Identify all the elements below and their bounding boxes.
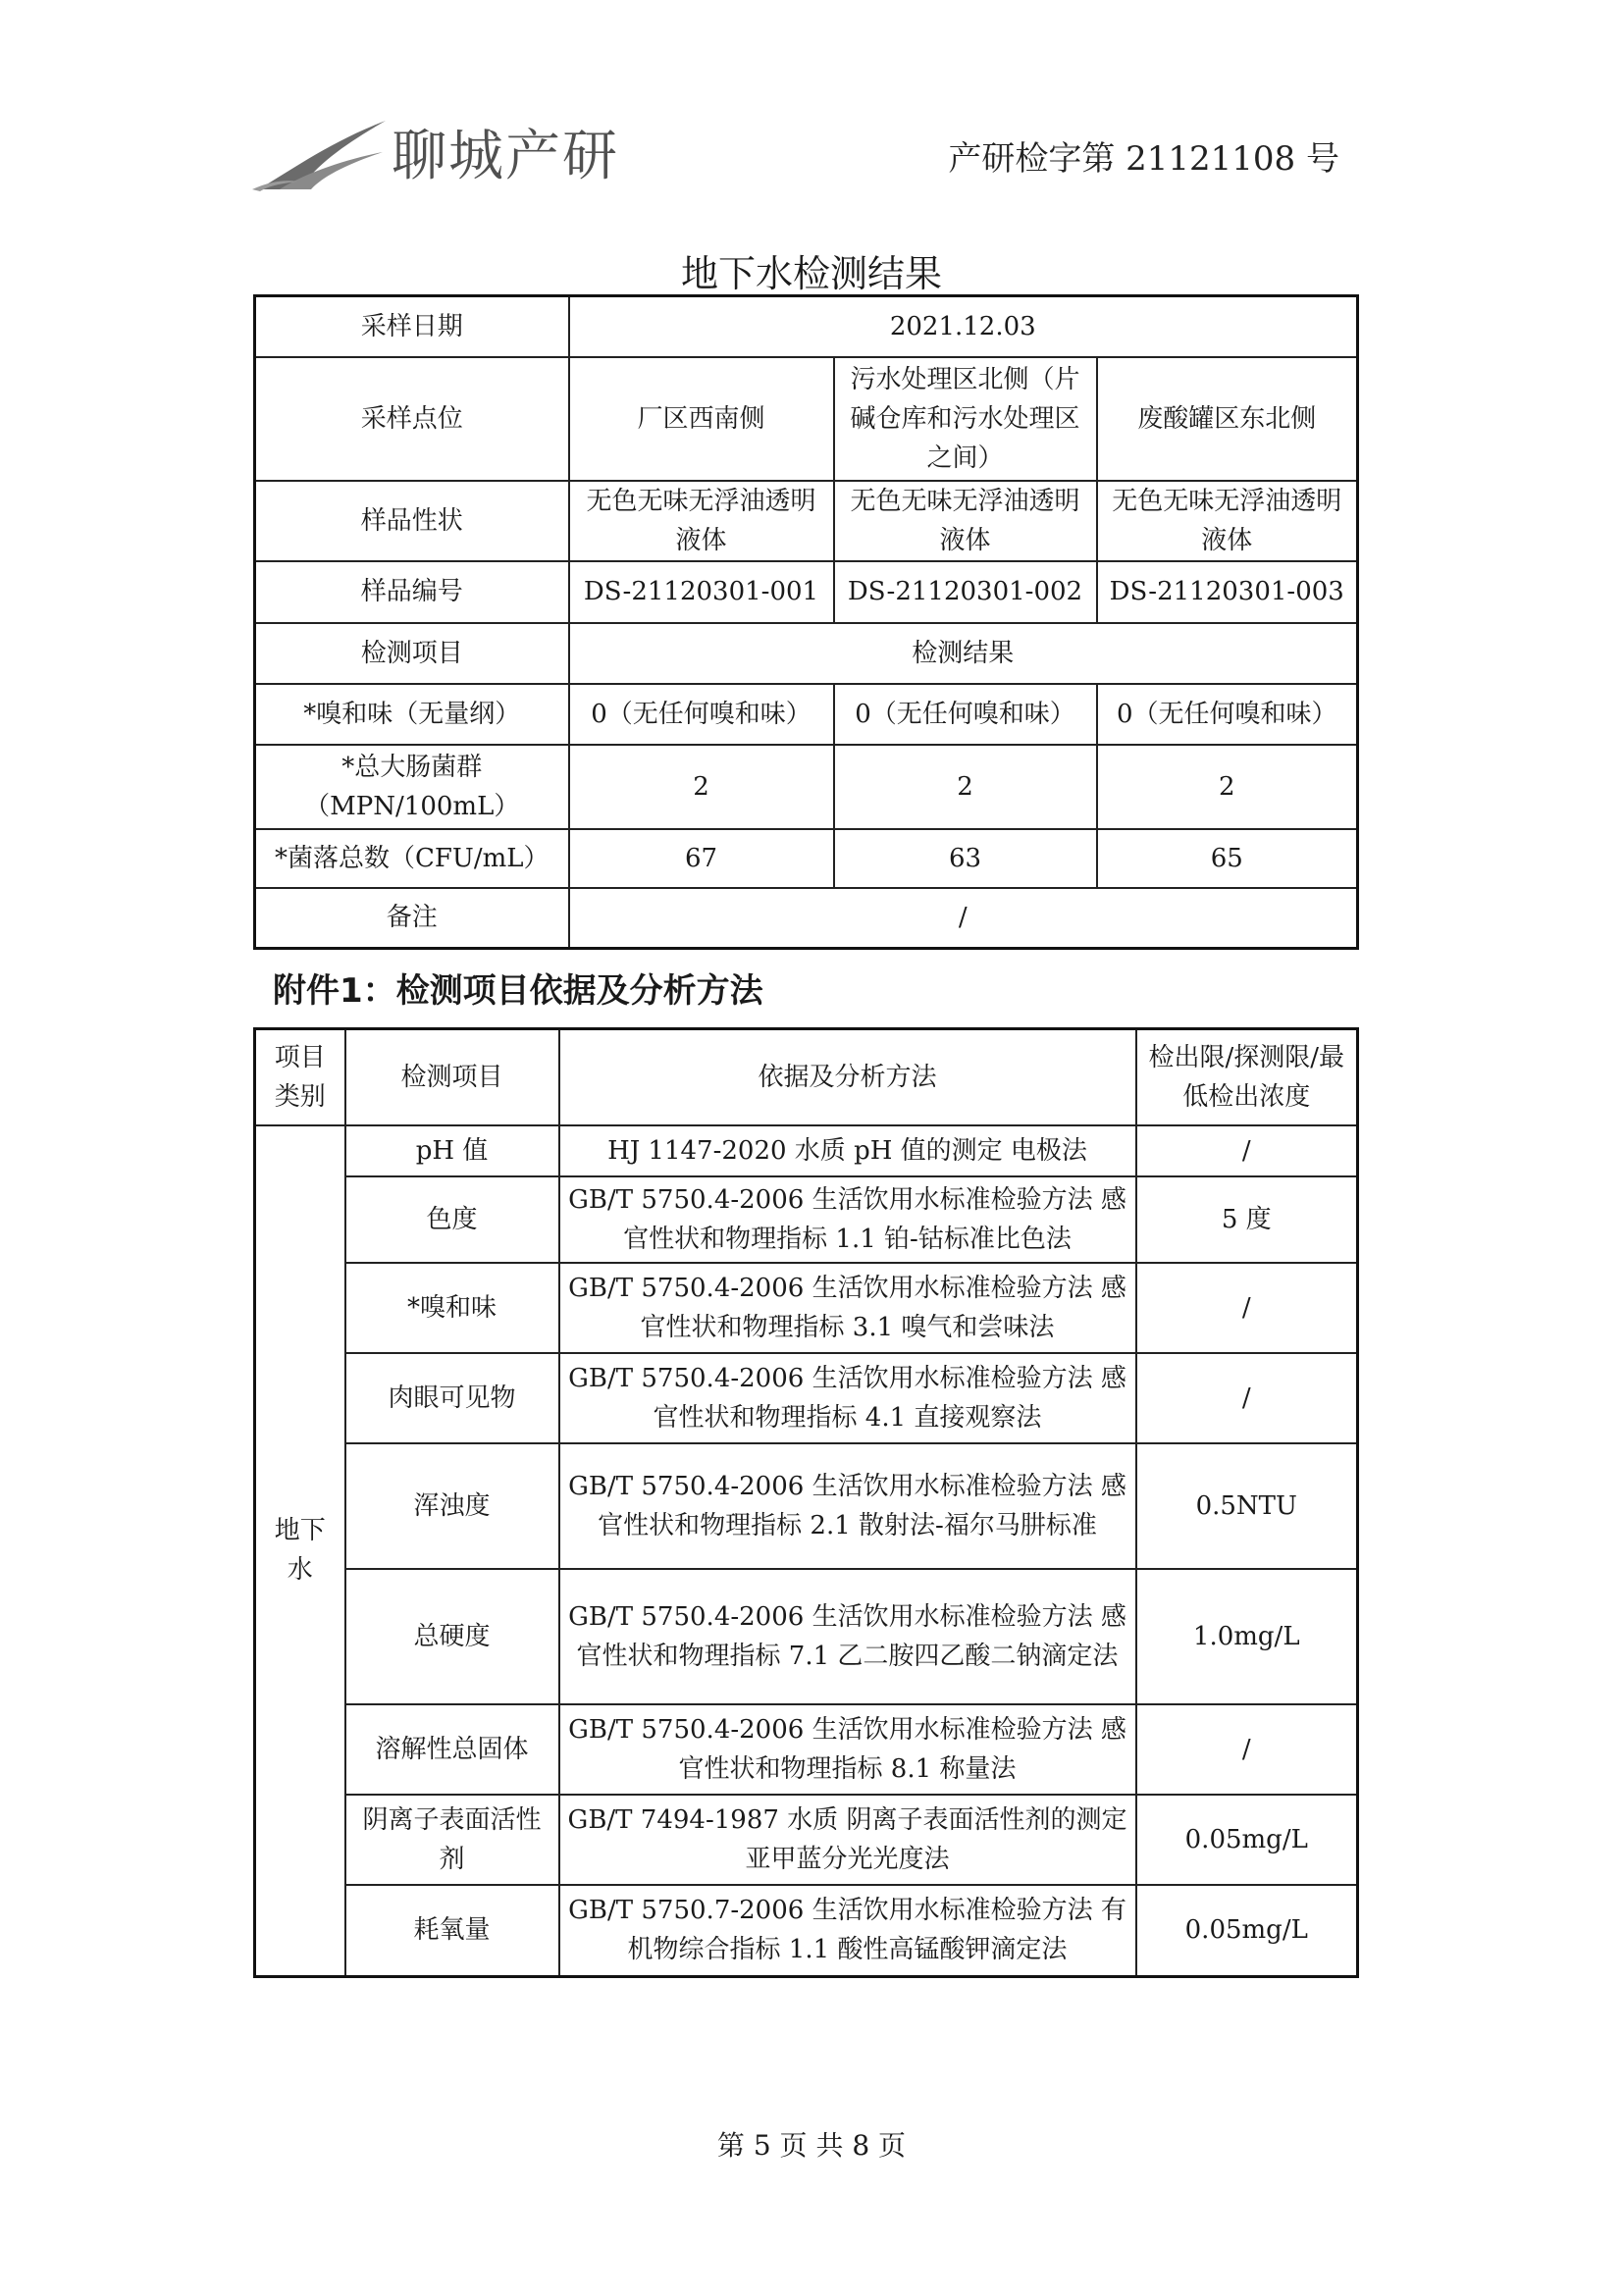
- method-cell: GB/T 5750.7-2006 生活饮用水标准检验方法 有机物综合指标 1.1 酸性高锰酸钾滴定法: [559, 1885, 1136, 1977]
- remark-label: 备注: [255, 888, 569, 949]
- value-cell: 2: [834, 745, 1097, 829]
- result-header: 检测结果: [569, 623, 1358, 684]
- results-table: [253, 294, 1359, 950]
- item-cell: 阴离子表面活性剂: [345, 1795, 559, 1885]
- sample-id-cell: DS-21120301-001: [569, 561, 834, 623]
- limit-cell: /: [1136, 1125, 1358, 1176]
- method-cell: GB/T 5750.4-2006 生活饮用水标准检验方法 感官性状和物理指标 4.1 直接观察法: [559, 1353, 1136, 1443]
- value-cell: 0（无任何嗅和味）: [834, 684, 1097, 745]
- table-row: [255, 357, 1358, 481]
- table-row: [255, 1125, 1358, 1176]
- limit-cell: 0.05mg/L: [1136, 1885, 1358, 1977]
- category-cell: 地下水: [255, 1125, 345, 1977]
- item-cell: 肉眼可见物: [345, 1353, 559, 1443]
- table-row: [255, 296, 1358, 357]
- table-row: [255, 1704, 1358, 1795]
- location-cell: 厂区西南侧: [569, 357, 834, 481]
- method-cell: GB/T 5750.4-2006 生活饮用水标准检验方法 感官性状和物理指标 2.1 散射法-福尔马肼标准: [559, 1443, 1136, 1569]
- table-row: [255, 1885, 1358, 1977]
- page-footer: 第 5 页 共 8 页: [716, 2129, 907, 2162]
- method-cell: GB/T 7494-1987 水质 阴离子表面活性剂的测定 亚甲蓝分光光度法: [559, 1795, 1136, 1885]
- sampling-date: 2021.12.03: [569, 296, 1358, 357]
- item-cell: 耗氧量: [345, 1885, 559, 1977]
- table-row: [255, 1795, 1358, 1885]
- page-title: 地下水检测结果: [680, 252, 942, 295]
- wave-logo-icon: [250, 113, 388, 191]
- limit-cell: 1.0mg/L: [1136, 1569, 1358, 1704]
- item-cell: *总大肠菌群（MPN/100mL）: [255, 745, 569, 829]
- method-header: 依据及分析方法: [559, 1029, 1136, 1125]
- appearance-cell: 无色无味无浮油透明液体: [569, 481, 834, 561]
- page-header: [250, 108, 1339, 196]
- method-cell: GB/T 5750.4-2006 生活饮用水标准检验方法 感官性状和物理指标 3.1 嗅气和尝味法: [559, 1263, 1136, 1353]
- item-cell: 总硬度: [345, 1569, 559, 1704]
- method-cell: GB/T 5750.4-2006 生活饮用水标准检验方法 感官性状和物理指标 8.1 称量法: [559, 1704, 1136, 1795]
- report-number: 产研检字第 21121108 号: [948, 139, 1339, 179]
- item-cell: *菌落总数（CFU/mL）: [255, 829, 569, 888]
- value-cell: 2: [569, 745, 834, 829]
- sample-id-cell: DS-21120301-002: [834, 561, 1097, 623]
- location-cell: 废酸罐区东北侧: [1097, 357, 1358, 481]
- value-cell: 67: [569, 829, 834, 888]
- item-cell: pH 值: [345, 1125, 559, 1176]
- table-row: [255, 888, 1358, 949]
- table-row: [255, 745, 1358, 829]
- category-header: 项目类别: [255, 1029, 345, 1125]
- limit-cell: 0.5NTU: [1136, 1443, 1358, 1569]
- value-cell: 63: [834, 829, 1097, 888]
- table-row: [255, 1353, 1358, 1443]
- method-table: [253, 1027, 1359, 1978]
- item-header: 检测项目: [255, 623, 569, 684]
- location-label: 采样点位: [255, 357, 569, 481]
- sample-id-cell: DS-21120301-003: [1097, 561, 1358, 623]
- value-cell: 0（无任何嗅和味）: [1097, 684, 1358, 745]
- limit-cell: /: [1136, 1263, 1358, 1353]
- annex-title: 附件1：检测项目依据及分析方法: [273, 971, 763, 1011]
- table-row: [255, 1176, 1358, 1263]
- table-row: [255, 1443, 1358, 1569]
- value-cell: 2: [1097, 745, 1358, 829]
- sampling-date-label: 采样日期: [255, 296, 569, 357]
- limit-cell: /: [1136, 1704, 1358, 1795]
- limit-cell: /: [1136, 1353, 1358, 1443]
- table-row: [255, 561, 1358, 623]
- table-row: [255, 684, 1358, 745]
- table-row: [255, 623, 1358, 684]
- table-row: [255, 829, 1358, 888]
- logo-text: 聊城产研: [392, 125, 619, 188]
- appearance-cell: 无色无味无浮油透明液体: [1097, 481, 1358, 561]
- sample-id-label: 样品编号: [255, 561, 569, 623]
- limit-header: 检出限/探测限/最低检出浓度: [1136, 1029, 1358, 1125]
- appearance-label: 样品性状: [255, 481, 569, 561]
- limit-cell: 5 度: [1136, 1176, 1358, 1263]
- value-cell: 65: [1097, 829, 1358, 888]
- item-cell: 浑浊度: [345, 1443, 559, 1569]
- table-row: [255, 1263, 1358, 1353]
- item-header: 检测项目: [345, 1029, 559, 1125]
- limit-cell: 0.05mg/L: [1136, 1795, 1358, 1885]
- table-row: [255, 1569, 1358, 1704]
- method-cell: GB/T 5750.4-2006 生活饮用水标准检验方法 感官性状和物理指标 7.1 乙二胺四乙酸二钠滴定法: [559, 1569, 1136, 1704]
- item-cell: *嗅和味（无量纲）: [255, 684, 569, 745]
- table-header-row: [255, 1029, 1358, 1125]
- location-cell: 污水处理区北侧（片碱仓库和污水处理区之间）: [834, 357, 1097, 481]
- method-cell: GB/T 5750.4-2006 生活饮用水标准检验方法 感官性状和物理指标 1.1 铂-钴标准比色法: [559, 1176, 1136, 1263]
- company-logo: [250, 108, 662, 196]
- item-cell: *嗅和味: [345, 1263, 559, 1353]
- appearance-cell: 无色无味无浮油透明液体: [834, 481, 1097, 561]
- item-cell: 溶解性总固体: [345, 1704, 559, 1795]
- item-cell: 色度: [345, 1176, 559, 1263]
- method-cell: HJ 1147-2020 水质 pH 值的测定 电极法: [559, 1125, 1136, 1176]
- table-row: [255, 481, 1358, 561]
- value-cell: 0（无任何嗅和味）: [569, 684, 834, 745]
- remark-cell: /: [569, 888, 1358, 949]
